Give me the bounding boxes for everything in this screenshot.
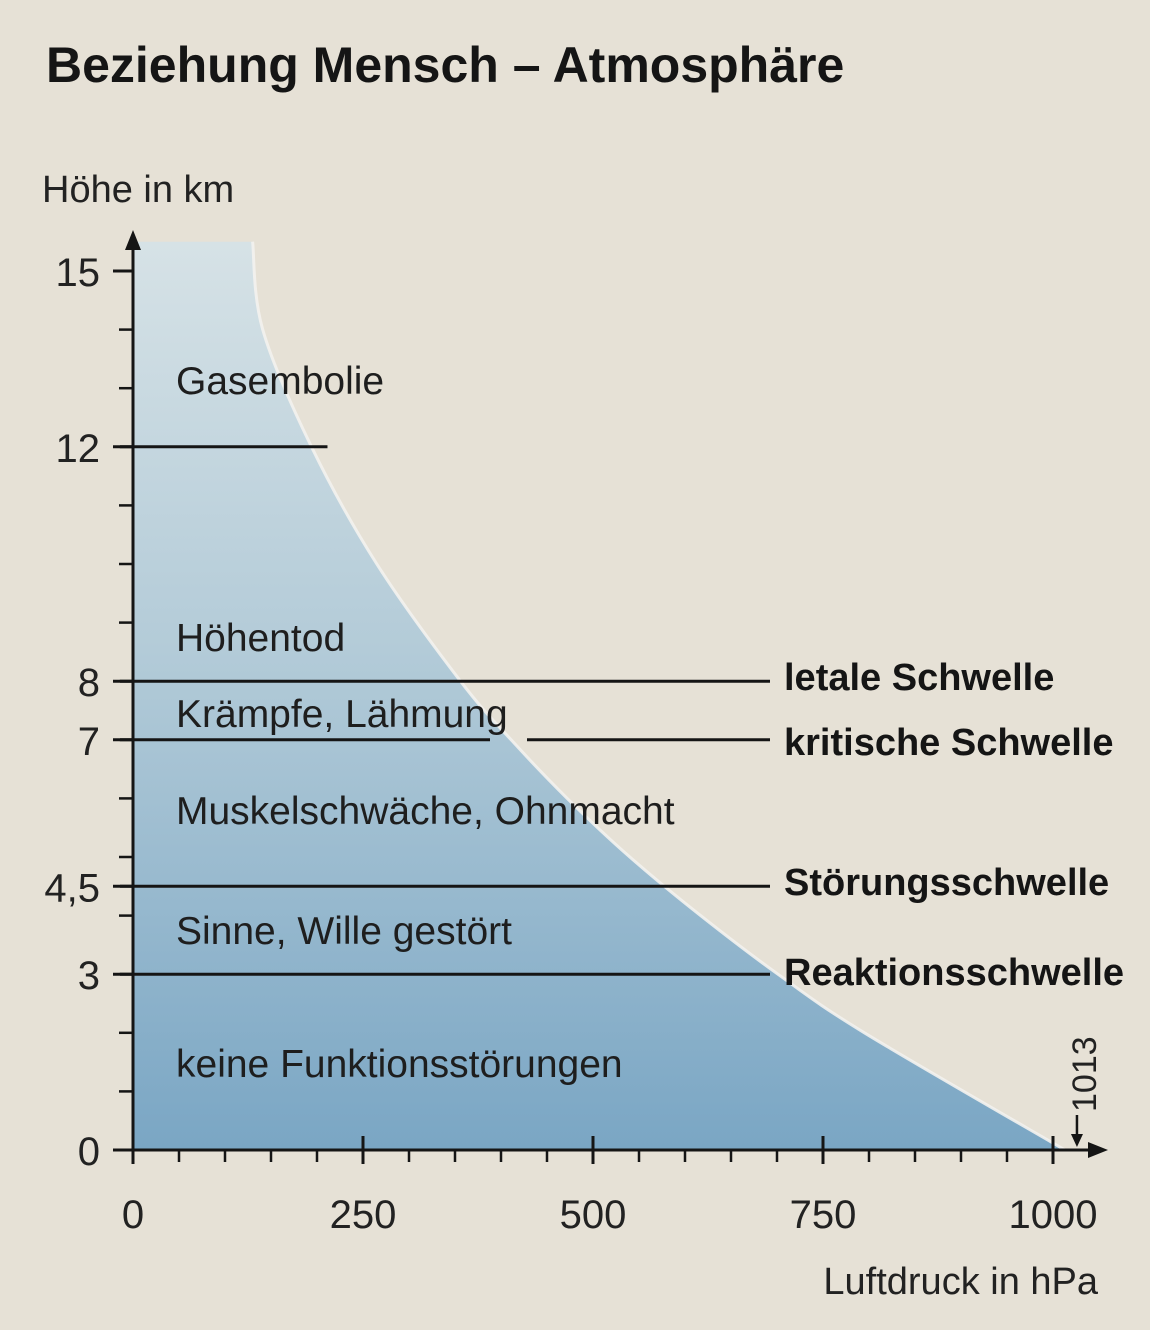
y-tick-label: 0 <box>77 1130 100 1174</box>
surface-pressure-label: 1013 <box>1065 1036 1104 1112</box>
zone-label: Krämpfe, Lähmung <box>176 693 508 736</box>
threshold-label: letale Schwelle <box>784 657 1055 699</box>
surface-pressure-arrow-head <box>1071 1134 1083 1147</box>
zone-label: Muskelschwäche, Ohnmacht <box>176 790 675 833</box>
y-tick-label: 3 <box>77 954 100 999</box>
y-tick-label: 15 <box>55 251 100 295</box>
x-axis-label: Luftdruck in hPa <box>823 1261 1098 1303</box>
x-axis-arrow <box>1088 1142 1108 1158</box>
x-tick-label: 250 <box>329 1193 397 1237</box>
x-tick-label: 500 <box>559 1193 627 1237</box>
x-tick-label: 750 <box>789 1193 857 1237</box>
threshold-label: kritische Schwelle <box>784 722 1114 764</box>
y-axis-arrow <box>125 230 141 250</box>
zone-label: Sinne, Wille gestört <box>176 910 512 953</box>
chart-title: Beziehung Mensch – Atmosphäre <box>46 37 845 93</box>
zone-label: Gasembolie <box>176 360 385 403</box>
y-tick-label: 8 <box>77 661 100 706</box>
threshold-label: Reaktionsschwelle <box>784 952 1125 994</box>
y-axis-label: Höhe in km <box>42 169 235 211</box>
threshold-label: Störungsschwelle <box>784 862 1110 904</box>
zone-label: keine Funktionsstörungen <box>176 1043 623 1086</box>
y-tick-label: 12 <box>55 426 100 471</box>
y-tick-label: 4,5 <box>44 866 100 911</box>
x-tick-label: 0 <box>121 1193 145 1237</box>
zone-label: Höhentod <box>176 617 346 660</box>
x-tick-label: 1000 <box>1008 1193 1098 1237</box>
y-tick-label: 7 <box>77 719 100 764</box>
